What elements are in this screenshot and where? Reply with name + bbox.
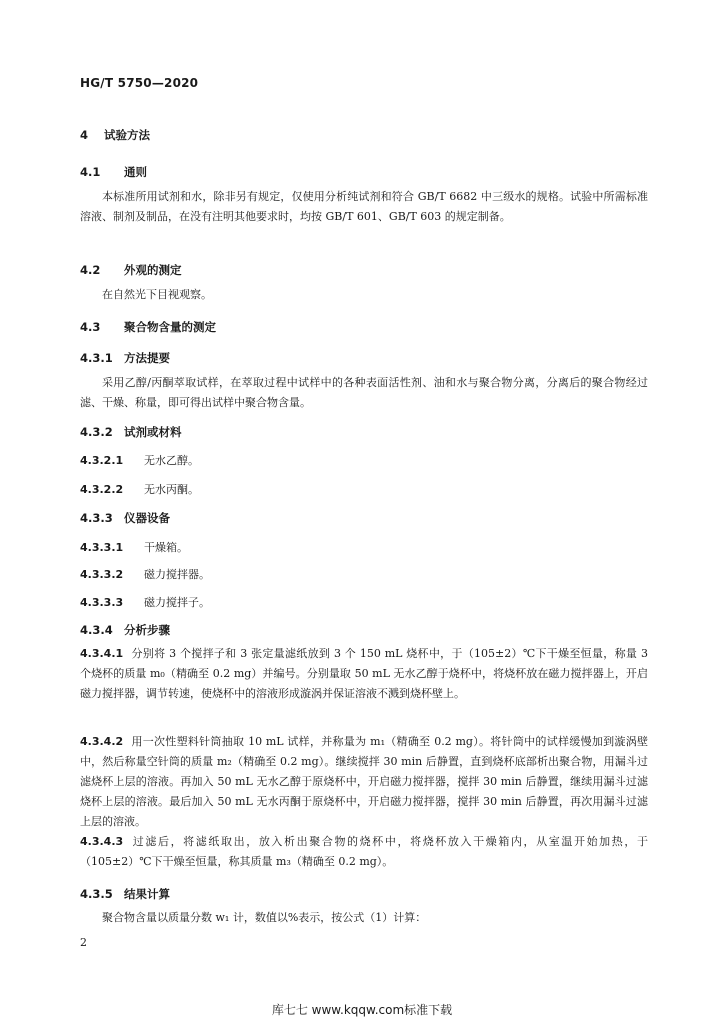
section-4-1-text: 本标准所用试剂和水，除非另有规定，仅使用分析纯试剂和符合 GB/T 6682 中三级水的规格。试验中所需标准溶液、制剂及制品，在没有注明其他要求时，均按 GB/T 601、GB/T 603 的规定制备。: [80, 190, 648, 223]
item-4-3-3-1: 4.3.3.1 干燥箱。: [80, 541, 188, 554]
section-4-3-5-heading: 4.3.5 结果计算: [80, 887, 170, 901]
section-4-3-5-text: 聚合物含量以质量分数 w₁ 计，数值以%表示，按公式（1）计算：: [102, 911, 427, 924]
item-4-3-4-2: 4.3.4.2 用一次性塑料针筒抽取 10 mL 试样，并称量为 m₁（精确至 0.2 mg）。将针筒中的试样缓慢加到漩涡壁中，然后称量空针筒的质量 m₂（精确至 0.2 mg）。继续搅拌 30 min 后静置，直到烧杯底部析出聚合物，用漏斗过滤烧杯上层的溶液。再加入 50 mL 无水乙醇于原烧杯中，开启磁力搅拌器，搅拌 30 min 后静置，继续用漏斗过滤烧杯上层的溶液。最后加入 50 mL 无水丙酮于原烧杯中，开启磁力搅拌器，搅拌 30 min 后静置，再次用漏斗过滤上层的溶液。: [80, 735, 648, 828]
section-4-1-heading: 4.1 通则: [80, 165, 147, 179]
section-4-3-2-heading: 4.3.2 试剂或材料: [80, 425, 182, 439]
item-4-3-2-2: 4.3.2.2 无水丙酮。: [80, 483, 199, 496]
page-number: 2: [80, 936, 87, 949]
section-4-3-3-heading: 4.3.3 仪器设备: [80, 511, 170, 525]
footer-watermark: 库七七 www.kqqw.com标准下载: [271, 1003, 453, 1017]
item-4-3-3-3: 4.3.3.3 磁力搅拌子。: [80, 596, 210, 609]
item-4-3-4-3: 4.3.4.3 过滤后，将滤纸取出，放入析出聚合物的烧杯中，将烧杯放入干燥箱内，从室温开始加热，于（105±2）℃下干燥至恒量，称其质量 m₃（精确至 0.2 mg）。: [80, 835, 648, 868]
section-4-2-heading: 4.2 外观的测定: [80, 263, 182, 277]
section-4-heading: 4 试验方法: [80, 128, 150, 142]
standard-code: HG/T 5750—2020: [80, 76, 199, 90]
item-4-3-2-1: 4.3.2.1 无水乙醇。: [80, 454, 199, 467]
section-4-3-1-text: 采用乙醇/丙酮萃取试样，在萃取过程中试样中的各种表面活性剂、油和水与聚合物分离，分离后的聚合物经过滤、干燥、称量，即可得出试样中聚合物含量。: [80, 376, 648, 409]
item-4-3-4-1: 4.3.4.1 分别将 3 个搅拌子和 3 张定量滤纸放到 3 个 150 mL 烧杯中，于（105±2）℃下干燥至恒量，称量 3 个烧杯的质量 m₀（精确至 0.2 mg）并编号。分别量取 50 mL 无水乙醇于烧杯中，将烧杯放在磁力搅拌器上，开启磁力搅拌器，调节转速，使烧杯中的溶液形成漩涡并保证溶液不溅到烧杯壁上。: [80, 647, 648, 700]
section-4-3-1-heading: 4.3.1 方法提要: [80, 351, 170, 365]
section-4-3-4-heading: 4.3.4 分析步骤: [80, 623, 170, 637]
item-4-3-3-2: 4.3.3.2 磁力搅拌器。: [80, 568, 210, 581]
section-4-3-heading: 4.3 聚合物含量的测定: [80, 320, 216, 334]
section-4-2-text: 在自然光下目视观察。: [102, 288, 212, 301]
